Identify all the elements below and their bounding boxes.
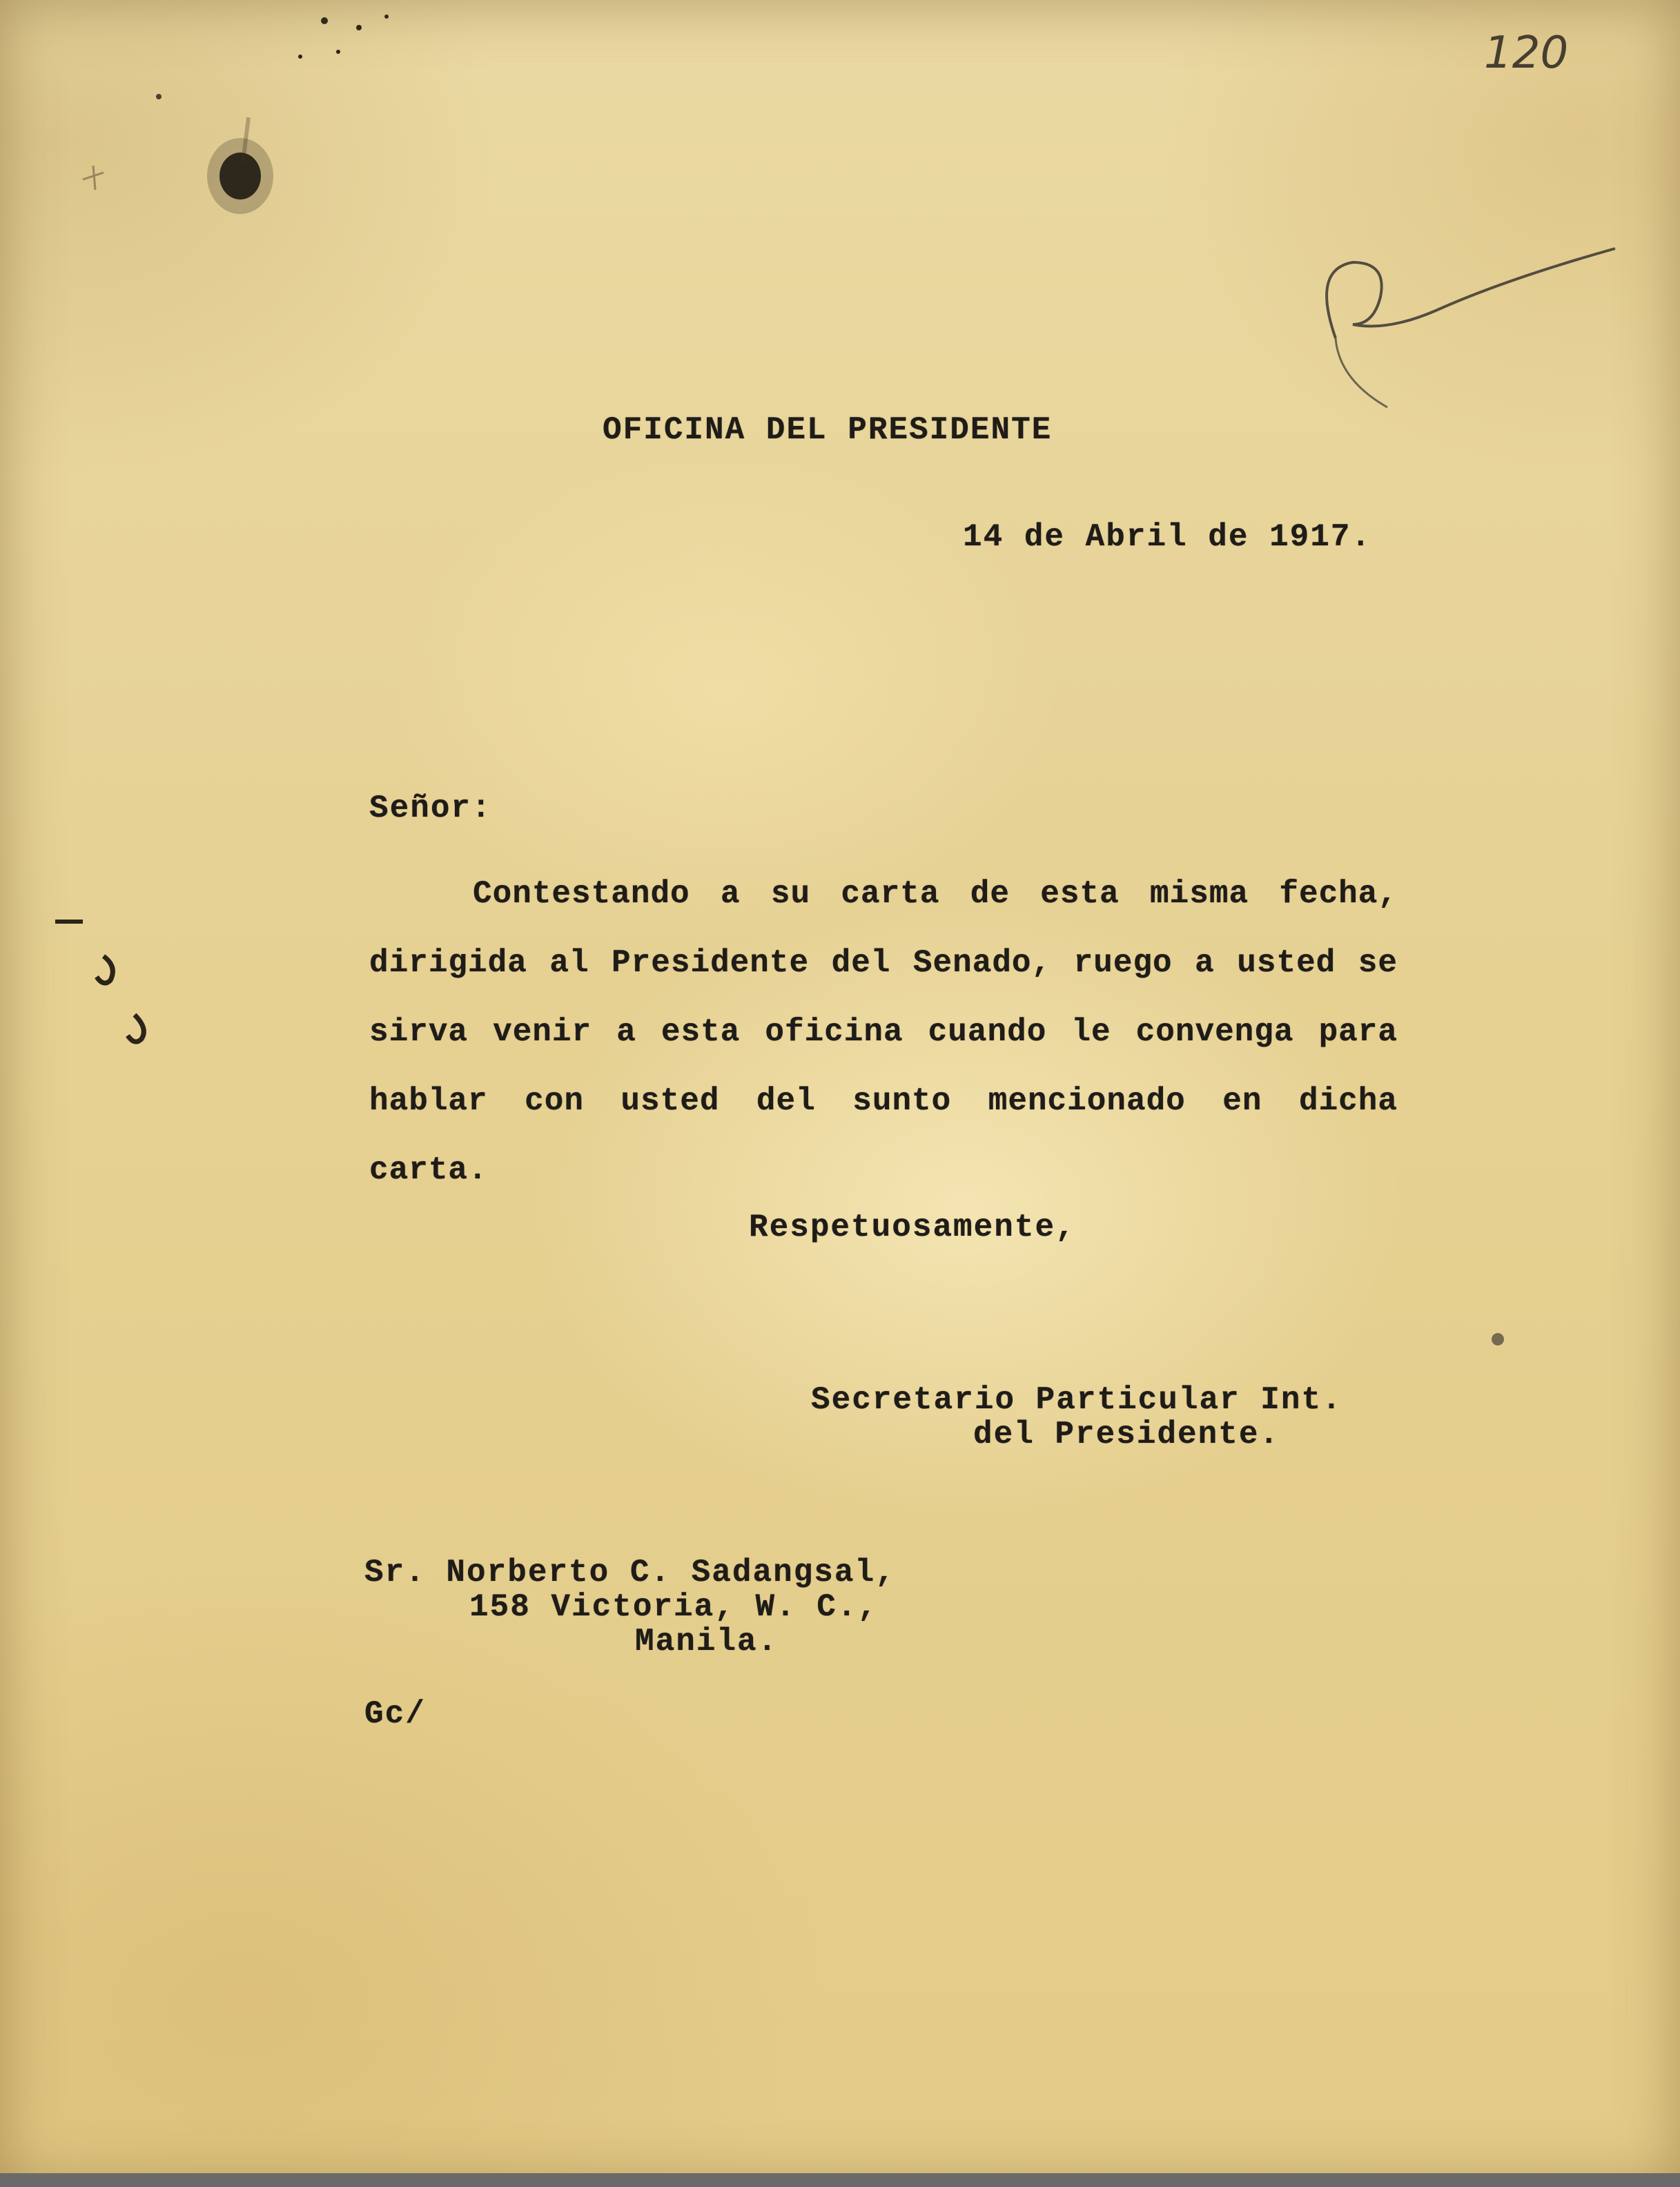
recipient-street: 158 Victoria, W. C., [469, 1589, 879, 1625]
letter-body: Contestando a su carta de esta misma fecha, dirigida al Presidente del Senado, ruego a usted se sirva venir a esta oficina cuando le convenga para hablar con usted del sunto mencionado en dicha carta. [369, 876, 1398, 1188]
recipient-name: Sr. Norberto C. Sadangsal, [364, 1555, 896, 1591]
stain-streak [243, 117, 248, 162]
closing: Respetuosamente, [749, 1209, 1076, 1245]
pencil-r-mark [1327, 249, 1615, 338]
letter-heading: OFICINA DEL PRESIDENTE [603, 412, 1053, 448]
signature-title-line-1: Secretario Particular Int. [811, 1382, 1342, 1418]
scan-footer-strip [0, 2173, 1680, 2187]
signature-title-line-2: del Presidente. [973, 1417, 1280, 1452]
letter-date: 14 de Abril de 1917. [963, 519, 1372, 555]
salutation: Señor: [369, 790, 492, 826]
ink-blot [219, 153, 261, 200]
typist-initials: Gc/ [364, 1696, 426, 1732]
handwritten-page-number: 120 [1484, 28, 1569, 79]
recipient-city: Manila. [635, 1624, 779, 1660]
